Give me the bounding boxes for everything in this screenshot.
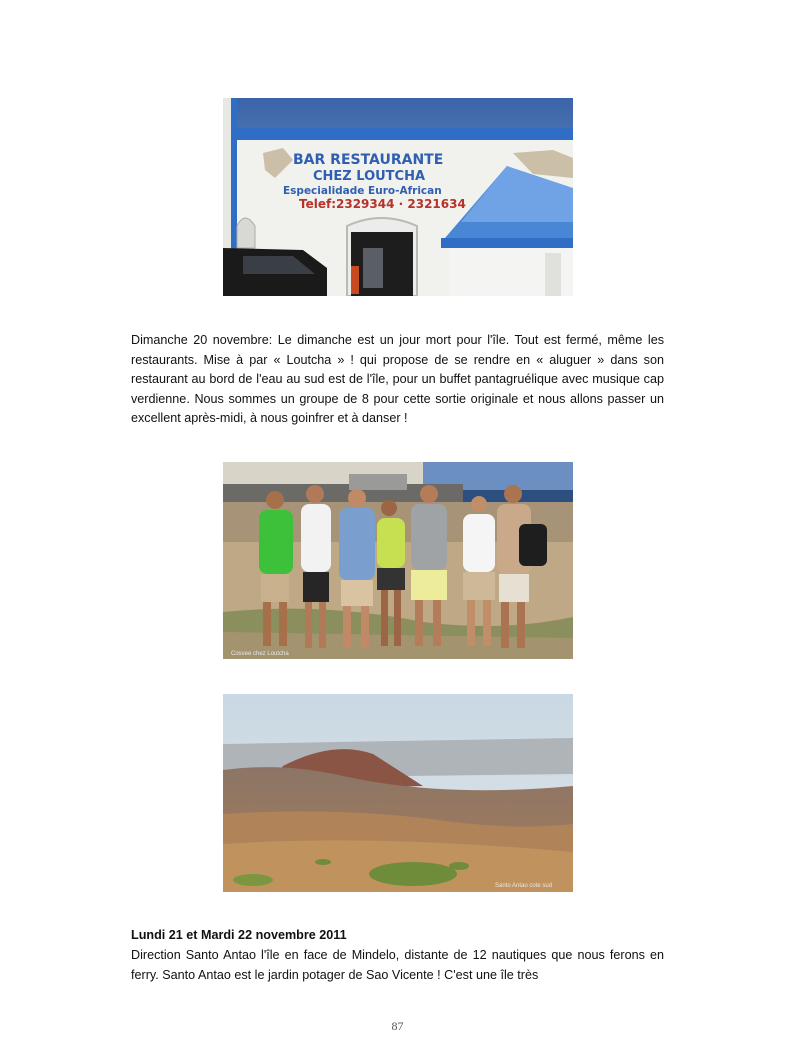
section-heading: Lundi 21 et Mardi 22 novembre 2011	[131, 928, 347, 942]
sign-line-3: Especialidade Euro-African	[283, 185, 442, 197]
group-photo-caption: Cosvee chez Loutcha	[231, 651, 289, 657]
sign-line-4: Telef:2329344 · 2321634	[299, 197, 466, 211]
sign-line-2: CHEZ LOUTCHA	[313, 169, 426, 184]
landscape-photo	[223, 694, 573, 892]
restaurant-photo	[223, 98, 573, 296]
sign-line-1: BAR RESTAURANTE	[293, 152, 444, 168]
paragraph-sunday: Dimanche 20 novembre: Le dimanche est un jour mort pour l'île. Tout est fermé, même les restaurants. Mise à par « Loutcha » ! qui propose de se rendre en « aluguer » dans son restaurant au bord de l'eau au sud est de l'île, pour un buffet pantagruélique avec musique cap verdienne. Nous sommes un groupe de 8 pour cette sortie originale et nous allons passer un excellent après-midi, à nous goinfrer et à danser !	[131, 333, 664, 426]
group-photo	[223, 462, 573, 659]
paragraph-monday: Direction Santo Antao l'île en face de Mindelo, distante de 12 nautiques que nous ferons en ferry. Santo Antao est le jardin potager de Sao Vicente ! C'est une île très	[131, 948, 664, 982]
page-number: 87	[391, 1019, 404, 1033]
landscape-photo-caption: Santo Antao cote sud	[495, 883, 553, 889]
